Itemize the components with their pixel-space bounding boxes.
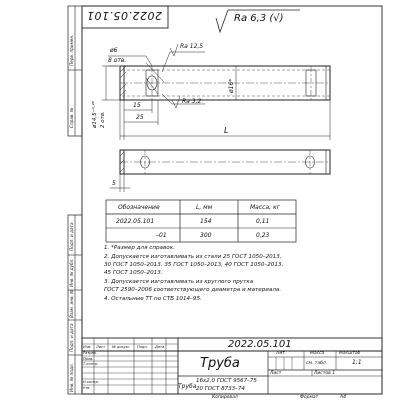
tb-mass-value: см. табл.	[306, 361, 328, 366]
sidebar-replace-inv: Взам. инв. №	[69, 289, 74, 318]
tb-list: Лист	[96, 345, 106, 349]
tb-tkontr: Т.контр.	[83, 362, 99, 366]
roughness-top: Ra 12,5	[180, 43, 204, 50]
table-cell-mass: 0,11	[256, 218, 270, 225]
roughness-overall: Ra 6,3 (√)	[234, 13, 284, 24]
table-header-length: L, мм	[196, 204, 213, 211]
note-line: 45 ГОСТ 1050–2013.	[104, 270, 163, 276]
material-line1: 16х2,0 ГОСТ 9567–75	[196, 378, 257, 384]
outer-diameter: ø16*	[228, 78, 235, 93]
table-cell-mass: 0,23	[256, 232, 270, 239]
hole-diameter: ø6	[110, 47, 118, 54]
note-line: 1. *Размер для справок.	[104, 245, 175, 251]
dim-25: 25	[136, 114, 144, 121]
diameter-left: ø14,5⁻⁰·²⁸	[92, 101, 98, 128]
note-line: 30 ГОСТ 1050–2013, 35 ГОСТ 1050–2013, 40 ГОСТ 1050–2013,	[104, 262, 284, 268]
footer-copied: Копировал	[212, 395, 238, 400]
sidebar-dup-inv: Инв. № дубл.	[69, 258, 74, 287]
note-line: 2. Допускается изготавливать из стали 25 ГОСТ 1050–2013,	[104, 254, 282, 260]
material-prefix: Труба	[178, 383, 197, 390]
tb-lit: Лит.	[276, 351, 287, 356]
note-line: 3. Допускается изготавливать из круглого прутка	[104, 279, 254, 285]
tb-doc-no: № докум.	[112, 345, 130, 349]
tb-utv: Утв.	[83, 386, 91, 390]
tb-sheets: Листов 1	[314, 371, 336, 376]
tb-scale-value: 1:1	[352, 359, 362, 366]
table-cell-designation: –01	[156, 232, 167, 239]
note-line: 4. Остальные ТТ по СТБ 1014–95.	[104, 296, 202, 302]
sidebar-first-use: Перв. примен.	[69, 34, 74, 66]
sidebar-orig-inv: Инв. № подл.	[69, 363, 74, 392]
tb-izm: Изм.	[83, 345, 92, 349]
sidebar-sign-date-2: Подп. и дата	[69, 323, 74, 352]
document-number-main: 2022.05.101	[228, 339, 292, 350]
table-cell-designation: 2022.05.101	[116, 218, 155, 225]
tb-nkontr: Н.контр.	[83, 380, 100, 384]
document-number-top: 2022.05.101	[86, 9, 162, 22]
material-line2: 20 ГОСТ 8733–74	[196, 386, 245, 392]
part-title: Труба	[200, 356, 240, 371]
dim-5: 5	[112, 180, 116, 187]
footer-format: Формат	[300, 395, 319, 400]
roughness-bottom: Ra 3,2	[182, 98, 202, 105]
tb-sheet: Лист	[270, 371, 282, 376]
note-line: ГОСТ 2590–2006 соответствующего диаметра и материала.	[104, 287, 282, 293]
tb-sign: Подп.	[137, 345, 148, 349]
holes-count-left: 2 отв.	[100, 111, 106, 128]
tb-mass: Масса	[310, 351, 325, 356]
sidebar-ref-no: Справ. №	[69, 107, 74, 128]
footer-format-value: А4	[340, 395, 346, 400]
table-header-designation: Обозначение	[118, 204, 160, 211]
dim-15: 15	[133, 102, 141, 109]
tb-scale: Масштаб	[339, 351, 361, 356]
table-cell-length: 300	[200, 232, 212, 239]
holes-count-top: 8 отв.	[108, 57, 127, 64]
tb-razrab: Разраб.	[83, 351, 98, 355]
dim-length: L	[224, 126, 229, 135]
table-header-mass: Масса, кг	[250, 204, 280, 211]
tb-prov: Пров.	[83, 357, 94, 361]
sidebar-sign-date-1: Подп. и дата	[69, 222, 74, 251]
table-cell-length: 154	[200, 218, 212, 225]
tb-date: Дата	[155, 345, 165, 349]
